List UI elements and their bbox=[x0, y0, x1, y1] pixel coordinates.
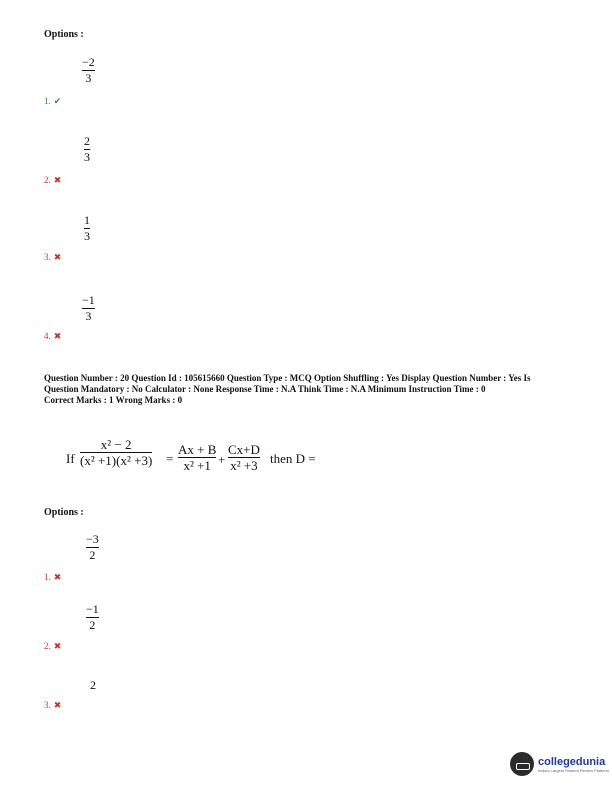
cross-icon: ✖ bbox=[53, 641, 62, 651]
options-heading: Options : bbox=[44, 29, 84, 40]
denominator: 3 bbox=[85, 309, 92, 323]
options-heading: Options : bbox=[44, 507, 84, 518]
numerator: 1 bbox=[84, 213, 90, 227]
option-2-number: 2. ✖ bbox=[44, 175, 62, 185]
graduate-icon bbox=[510, 752, 534, 776]
numerator: −2 bbox=[82, 55, 95, 69]
question-metadata bbox=[44, 373, 584, 406]
numerator: −1 bbox=[82, 293, 95, 307]
denominator: 2 bbox=[89, 548, 96, 562]
cross-icon: ✖ bbox=[53, 252, 62, 262]
denominator: x² +3 bbox=[230, 458, 258, 473]
numerator: x² − 2 bbox=[100, 437, 132, 452]
numerator: 2 bbox=[84, 134, 90, 148]
numerator: Ax + B bbox=[178, 442, 217, 457]
meta-line-2: Question Mandatory : No Calculator : None Response Time : N.A Think Time : N.A Minimum Instruction Time : 0 bbox=[44, 384, 486, 394]
q20-option-3-value: 2 bbox=[90, 678, 96, 692]
q20-option-2-number: 2. ✖ bbox=[44, 641, 62, 651]
stem-lhs-fraction bbox=[80, 438, 152, 467]
stem-equals: = bbox=[166, 451, 174, 466]
meta-line-1: Question Number : 20 Question Id : 105615660 Question Type : MCQ Option Shuffling : Yes Display Question Number : Yes Is bbox=[44, 373, 531, 383]
q20-option-1-number: 1. ✖ bbox=[44, 572, 62, 582]
denominator: 3 bbox=[84, 150, 90, 164]
option-1-fraction bbox=[82, 56, 95, 85]
stem-then: then D = bbox=[270, 451, 316, 466]
denominator: 3 bbox=[85, 71, 92, 85]
numerator: −3 bbox=[86, 532, 99, 546]
logo-tagline: India's Largest Student Review Platform bbox=[538, 767, 610, 773]
denominator: 3 bbox=[84, 229, 90, 243]
q20-option-2-fraction bbox=[86, 603, 99, 632]
denominator: x² +1 bbox=[183, 458, 211, 473]
cross-icon: ✖ bbox=[53, 572, 62, 582]
q20-option-1-fraction bbox=[86, 533, 99, 562]
option-3-number: 3. ✖ bbox=[44, 252, 62, 262]
denominator: (x² +1)(x² +3) bbox=[80, 453, 153, 468]
q20-option-3-number: 3. ✖ bbox=[44, 700, 62, 710]
option-1-number: 1. ✔ bbox=[44, 96, 62, 106]
numerator: −1 bbox=[86, 602, 99, 616]
option-3-fraction bbox=[84, 214, 90, 243]
stem-term1-fraction bbox=[178, 443, 216, 472]
stem-term2-fraction bbox=[228, 443, 260, 472]
collegedunia-logo bbox=[510, 752, 609, 776]
numerator: Cx+D bbox=[228, 442, 260, 457]
stem-plus: + bbox=[218, 452, 226, 467]
denominator: 2 bbox=[89, 618, 96, 632]
stem-if: If bbox=[66, 451, 75, 466]
option-4-number: 4. ✖ bbox=[44, 331, 62, 341]
check-icon: ✔ bbox=[53, 96, 62, 106]
option-2-fraction bbox=[84, 135, 90, 164]
meta-line-3: Correct Marks : 1 Wrong Marks : 0 bbox=[44, 395, 183, 405]
cross-icon: ✖ bbox=[53, 331, 62, 341]
option-4-fraction bbox=[82, 294, 95, 323]
cross-icon: ✖ bbox=[53, 175, 62, 185]
logo-name: collegedunia bbox=[538, 755, 606, 768]
cross-icon: ✖ bbox=[53, 700, 62, 710]
